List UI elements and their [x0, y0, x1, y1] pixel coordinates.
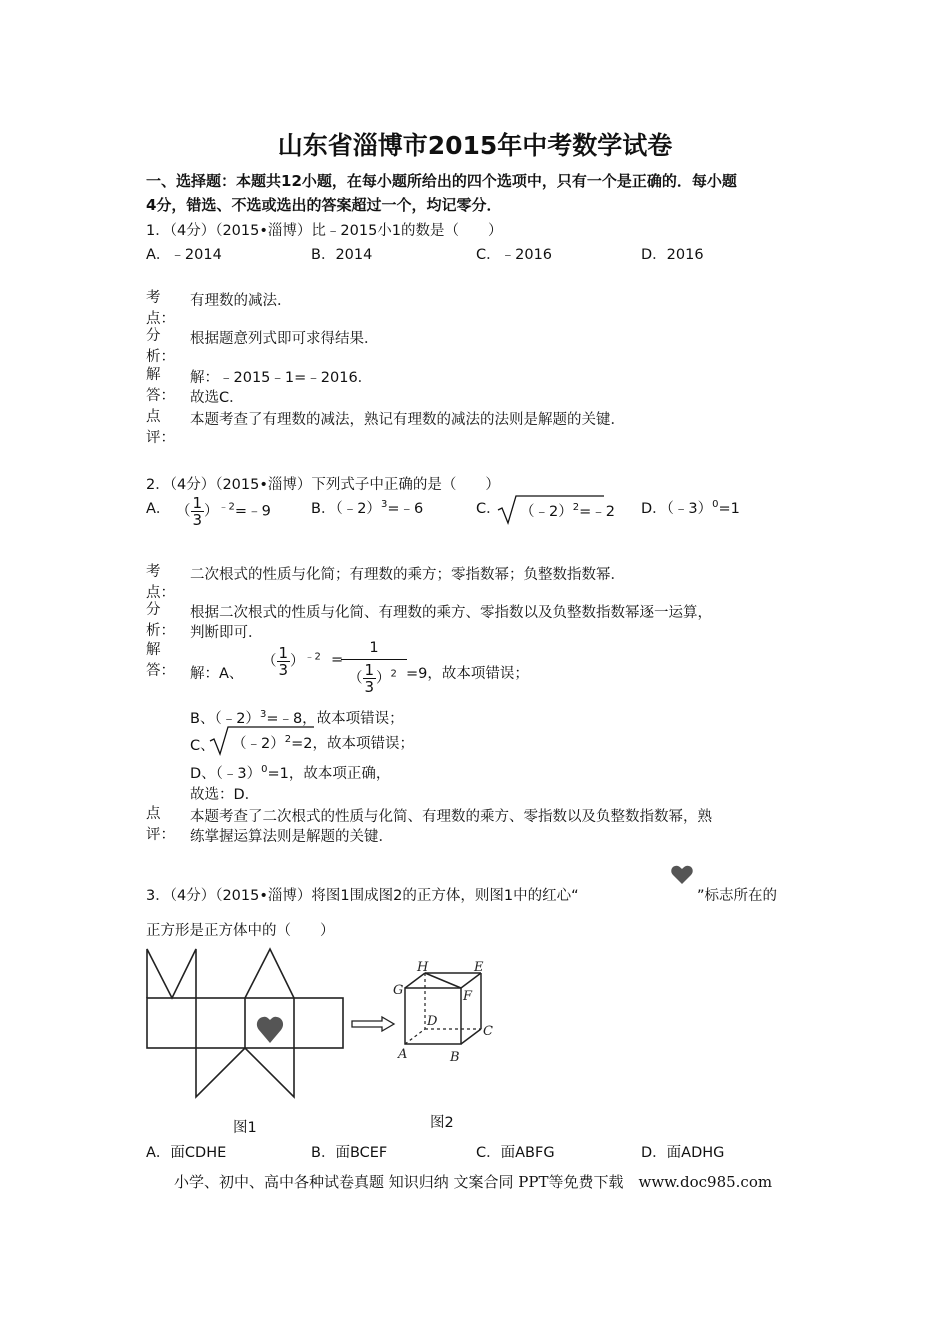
- q1-jieda-1: 解：﹣2015﹣1=﹣2016．: [190, 370, 373, 386]
- q1-fenxi: 根据题意列式即可求得结果．: [190, 331, 379, 347]
- q1-option-d: D．2016: [641, 247, 704, 263]
- cube-label-d: D: [427, 1014, 438, 1029]
- q1-jieda-label: 解答：: [146, 367, 175, 404]
- footer-note: 小学、初中、高中各种试卷真题 知识归纳 文案合同 PPT等免费下载 www.doc985.com: [174, 1173, 773, 1191]
- q2-jieda-a-lhs: （ $\frac{1}{3}$ ）$^{﹣2}$: [262, 644, 321, 679]
- q2-fenxi-label: 分析：: [146, 602, 175, 639]
- q2-jieda-c-prefix: C、: [190, 738, 215, 754]
- q1-option-b: B．2014: [311, 247, 373, 263]
- q2-jieda-e: 故选：D．: [190, 787, 260, 803]
- fraction-bar: [341, 659, 407, 660]
- q2-jieda-c-expr: （﹣2）$^2$=2，故本项错误；: [232, 734, 414, 752]
- cube-label-f: F: [463, 989, 473, 1004]
- figure-1-caption: 图1: [233, 1120, 257, 1136]
- cube-label-e: E: [474, 960, 484, 975]
- q2-kaodian: 二次根式的性质与化简；有理数的乘方；零指数幂；负整数指数幂．: [190, 567, 625, 583]
- q2-fenxi-1: 根据二次根式的性质与化简、有理数的乘方、零指数以及负整数指数幂逐一运算，: [190, 605, 712, 621]
- figure-2-cube: [390, 960, 500, 1070]
- q2-jieda-a-equals: =: [331, 652, 344, 668]
- cube-label-c: C: [483, 1024, 493, 1039]
- q3-option-c: C．面ABFG: [476, 1145, 555, 1161]
- q1-kaodian: 有理数的减法．: [190, 293, 292, 309]
- q3-stem-line1b: ”标志所在的: [697, 888, 778, 904]
- q2-option-d: D．（﹣3）$^0$=1: [641, 499, 740, 517]
- q2-kaodian-label: 考点：: [146, 564, 175, 601]
- q1-option-c: C．﹣2016: [476, 247, 553, 263]
- figure-2-caption: 图2: [430, 1115, 454, 1131]
- q3-stem-line2: 正方形是正方体中的（ ）: [146, 923, 335, 939]
- q2-jieda-a-numerator: 1: [369, 640, 379, 656]
- page-title: 山东省淄博市2015年中考数学试卷: [277, 131, 673, 160]
- q2-jieda-a-denominator: （ $\frac{1}{3}$ ）$^2$: [348, 661, 397, 696]
- cube-label-h: H: [417, 960, 429, 975]
- q1-dianping-label: 点评：: [146, 409, 175, 446]
- q2-option-c-expr: （﹣2）$^2$=﹣2: [520, 502, 615, 520]
- section-heading-line2: 4分，错选、不选或选出的答案超过一个，均记零分．: [146, 196, 502, 214]
- cube-label-a: A: [398, 1047, 408, 1062]
- q2-jieda-label: 解答：: [146, 642, 175, 679]
- q3-stem-line1a: 3．（4分）（2015•淄博）将图1围成图2的正方体，则图1中的红心“: [146, 888, 579, 904]
- figure-1-cube-net: [144, 944, 354, 1104]
- q2-dianping-1: 本题考查了二次根式的性质与化简、有理数的乘方、零指数以及负整数指数幂，熟: [190, 809, 712, 825]
- q1-stem: 1．（4分）（2015•淄博）比﹣2015小1的数是（ ）: [146, 223, 503, 239]
- q2-jieda-d: D、（﹣3）$^0$=1，故本项正确，: [190, 764, 391, 782]
- q2-jieda-a-prefix: 解：A、: [190, 666, 244, 682]
- q1-fenxi-label: 分析：: [146, 328, 175, 365]
- q2-stem: 2．（4分）（2015•淄博）下列式子中正确的是（ ）: [146, 477, 500, 493]
- q3-option-a: A．面CDHE: [146, 1145, 227, 1161]
- q2-jieda-b: B、（﹣2）$^3$=﹣8，故本项错误；: [190, 709, 404, 727]
- heart-icon: [670, 864, 694, 886]
- q3-option-d: D．面ADHG: [641, 1145, 725, 1161]
- q2-jieda-a-rest: =9，故本项错误；: [406, 666, 529, 682]
- cube-label-b: B: [450, 1050, 460, 1065]
- fraction: $\frac{1}{3}$: [278, 644, 289, 679]
- q2-dianping-label: 点评：: [146, 806, 175, 843]
- cube-label-g: G: [393, 983, 404, 998]
- q1-dianping: 本题考查了有理数的减法，熟记有理数的减法的法则是解题的关键．: [190, 412, 625, 428]
- fraction: $\frac{1}{3}$: [192, 494, 203, 529]
- q2-fenxi-2: 判断即可．: [190, 625, 263, 641]
- q2-option-a-label: A．: [146, 501, 171, 517]
- q3-option-b: B．面BCEF: [311, 1145, 388, 1161]
- q2-option-c-label: C．: [476, 501, 501, 517]
- q2-option-a-expr: （ $\frac{1}{3}$ ）$^{﹣2}$=﹣9: [176, 494, 271, 529]
- q2-option-b: B．（﹣2）$^3$=﹣6: [311, 499, 424, 517]
- q1-kaodian-label: 考点：: [146, 290, 175, 327]
- section-heading-line1: 一、选择题：本题共12小题，在每小题所给出的四个选项中，只有一个是正确的．每小题: [146, 172, 737, 190]
- fraction: $\frac{1}{3}$: [364, 661, 375, 696]
- q2-dianping-2: 练掌握运算法则是解题的关键．: [190, 829, 393, 845]
- q1-jieda-2: 故选C．: [190, 390, 244, 406]
- q1-option-a: A．﹣2014: [146, 247, 222, 263]
